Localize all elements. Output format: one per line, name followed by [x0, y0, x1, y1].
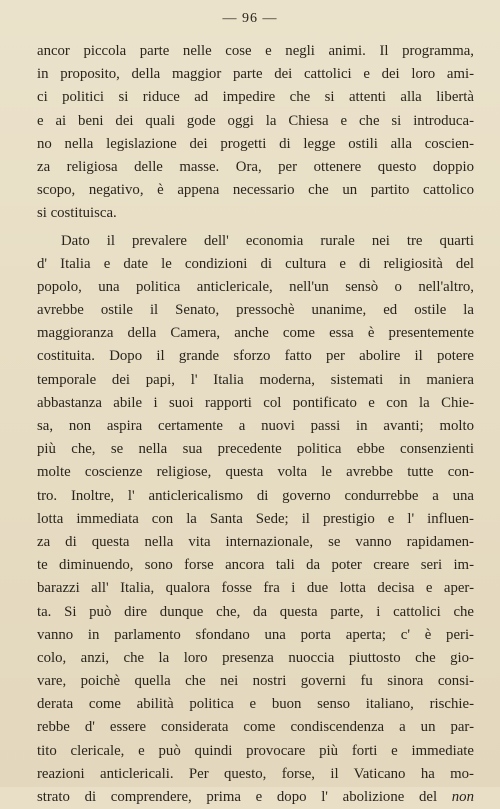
- paragraph-2: [37, 230, 474, 809]
- text-line: Dato il prevalere dell' economia rurale nei tre quarti: [37, 230, 474, 253]
- text-line: vare, poichè quella che nei nostri governi fu sinora consi-: [37, 670, 474, 693]
- text-line-final: [37, 786, 474, 809]
- text-line: e ai beni dei quali gode oggi la Chiesa e che si introduca-: [37, 110, 474, 133]
- text-line: derata come abilità politica e buon senso italiano, rischie-: [37, 693, 474, 716]
- page-number: — 96 —: [0, 11, 500, 27]
- text-line: te diminuendo, sono forse ancora tali da poter creare seri im-: [37, 554, 474, 577]
- text-line: colo, anzi, che la loro presenza nuoccia piuttosto che gio-: [37, 647, 474, 670]
- page-body: [37, 40, 474, 809]
- text-line: ta. Si può dire dunque che, da questa parte, i cattolici che: [37, 601, 474, 624]
- paragraph-1: [37, 40, 474, 226]
- italic-word: non: [452, 789, 474, 805]
- text-line: rebbe d' essere considerata come condiscendenza a un par-: [37, 716, 474, 739]
- text-line: no nella legislazione dei progetti di legge ostili alla coscien-: [37, 133, 474, 156]
- text-line: sa, non aspira certamente a nuovi passi in avanti; molto: [37, 415, 474, 438]
- text-line: temporale dei papi, l' Italia moderna, sistemati in maniera: [37, 369, 474, 392]
- text-line: ancor piccola parte nelle cose e negli animi. Il programma,: [37, 40, 474, 63]
- text-line: costituita. Dopo il grande sforzo fatto per abolire il potere: [37, 345, 474, 368]
- text-line: d' Italia e date le condizioni di cultura e di religiosità del: [37, 253, 474, 276]
- text-line: lotta immediata con la Santa Sede; il prestigio e l' influen-: [37, 508, 474, 531]
- text-line: za religiosa delle masse. Ora, per ottenere questo doppio: [37, 156, 474, 179]
- text-line: maggioranza della Camera, anche come essa è presentemente: [37, 322, 474, 345]
- text-line: più che, se nella sua precedente politica ebbe consenzienti: [37, 438, 474, 461]
- text-line: tito clericale, e può quindi provocare più forti e immediate: [37, 740, 474, 763]
- text-line: barazzi all' Italia, qualora fosse fra i due lotta decisa e aper-: [37, 577, 474, 600]
- text-line: abbastanza abile i suoi rapporti col pontificato e con la Chie-: [37, 392, 474, 415]
- text-line: scopo, negativo, è appena necessario che un partito cattolico: [37, 179, 474, 202]
- text-line: avrebbe ostile il Senato, pressochè unanime, ed ostile la: [37, 299, 474, 322]
- text-line: reazioni anticlericali. Per questo, forse, il Vaticano ha mo-: [37, 763, 474, 786]
- text-line: popolo, una politica anticlericale, nell'un sensò o nell'altro,: [37, 276, 474, 299]
- text-line-final-roman: strato di comprendere, prima e dopo l' abolizione del: [37, 789, 437, 805]
- text-line: in proposito, della maggior parte dei cattolici e dei loro ami-: [37, 63, 474, 86]
- text-line: molte coscienze religiose, questa volta le avrebbe tutte con-: [37, 461, 474, 484]
- text-line: za di questa nella vita internazionale, se vanno rapidamen-: [37, 531, 474, 554]
- text-line: ci politici si riduce ad impedire che si attenti alla libertà: [37, 86, 474, 109]
- text-line: si costituisca.: [37, 202, 474, 225]
- text-line: tro. Inoltre, l' anticlericalismo di governo condurrebbe a una: [37, 485, 474, 508]
- text-line: vanno in parlamento sfondano una porta aperta; c' è peri-: [37, 624, 474, 647]
